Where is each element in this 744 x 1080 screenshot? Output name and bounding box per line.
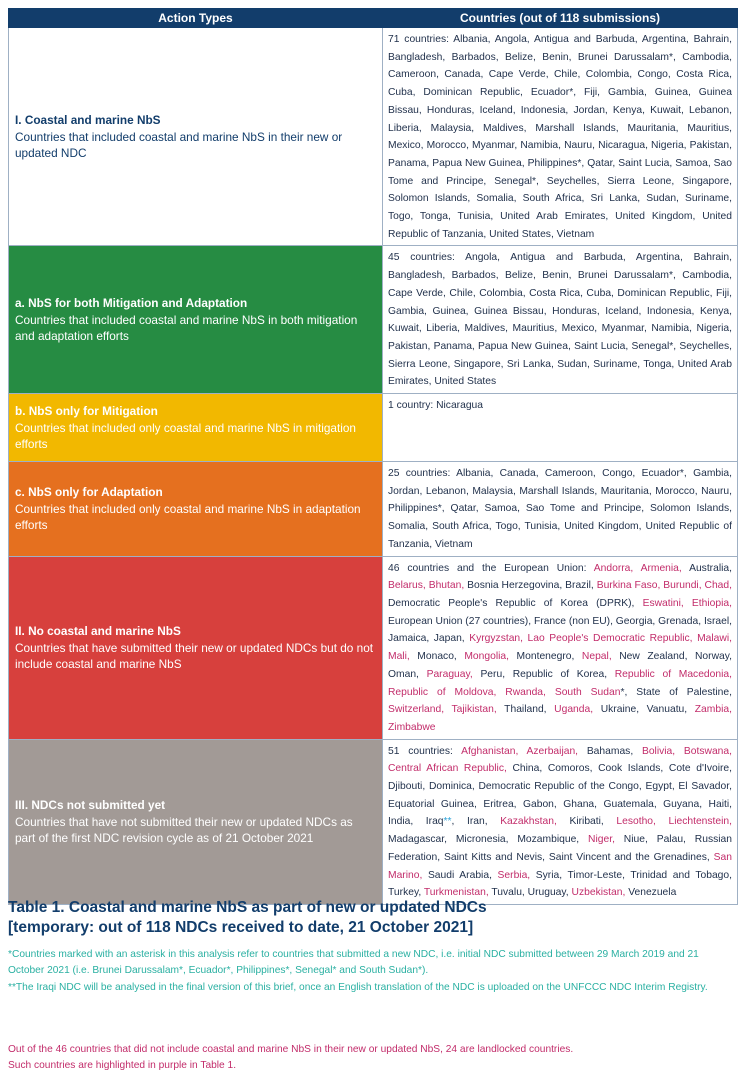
row-no-coastal-marine-nbs <box>9 556 738 739</box>
double-asterisk-note: **The Iraqi NDC will be analysed in the final version of this brief, once an English translation of the NDC is uploaded on the UNFCCC NDC Interim Registry. <box>8 981 708 993</box>
action-type-description: Countries that have submitted their new or updated NDCs but do not include coastal and marine NbS <box>15 641 374 672</box>
action-type-cell <box>9 462 383 557</box>
landlocked-country-text: San Marino, <box>388 851 732 881</box>
action-type-description: Countries that included coastal and marine NbS in both mitigation and adaptation efforts <box>15 313 358 344</box>
country-text: 71 countries: Albania, Angola, Antigua and Barbuda, Argentina, Bahrain, Bangladesh, Barbados, Belize, Benin, Brunei Darussalam*, Cambodia, Cameroon, Canada, Cape Verde, Chile, Colombia, Congo, Costa Rica, Cuba, Dominican Republic, Ecuador*, Fiji, Gambia, Guinea, Guinea Bissau, Honduras, Iceland, Indonesia, Jordan, Kenya, Kuwait, Lebanon, Liberia, Malaysia, Maldives, Marshall Islands, Mauritania, Mauritius, Mexico, Morocco, Myanmar, Namibia, Nauru, Nicaragua, Nigeria, Pakistan, Panama, Papua New Guinea, Philippines*, Qatar, Saint Lucia, Samoa, Sao Tome and Principe, Senegal*, Seychelles, Sierra Leone, Singapore, Solomon Islands, Somalia, South Africa, Sri Lanka, Sudan, Suriname, Togo, Tonga, Tunisia, United Arab Emirates, United Kingdom, United Republic of Tanzania, United States, Vietnam <box>388 34 732 240</box>
asterisk-note: *Countries marked with an asterisk in this analysis refer to countries that submitted a new NDC, i.e. initial NDC submitted between 29 March 2019 and 21 October 2021 (i.e. Brunei Darussalam*, Ecuador*, Philippines*, Senegal* and South Sudan*). <box>8 949 699 977</box>
action-type-title: b. NbS only for Mitigation <box>15 404 158 419</box>
landlocked-country-text: Paraguay, <box>426 668 473 680</box>
countries-cell <box>383 462 738 557</box>
country-text: Democratic People's Republic of Korea (DPRK), <box>388 597 643 609</box>
action-type-title: c. NbS only for Adaptation <box>15 485 163 500</box>
row-ndcs-not-submitted <box>9 739 738 904</box>
nbs-table <box>8 8 738 905</box>
country-text: Kiribati, <box>556 816 617 828</box>
landlocked-country-text: Uganda, <box>554 704 594 716</box>
row-mitigation-and-adaptation <box>9 246 738 394</box>
country-text: Peru, Republic of Korea, <box>472 668 615 680</box>
landlocked-country-text: Burkina Faso, Burundi, Chad, <box>596 580 732 592</box>
countries-cell <box>383 28 738 246</box>
landlocked-country-text: Turkmenistan, <box>423 887 489 899</box>
action-type-cell <box>9 394 383 462</box>
country-text: Madagascar, Micronesia, Mozambique, <box>388 834 589 846</box>
footnotes <box>8 947 737 996</box>
country-text: 45 countries: Angola, Antigua and Barbuda, Argentina, Bahrain, Bangladesh, Barbados, Belize, Benin, Brunei Darussalam*, Cambodia, Cape Verde, Chile, Colombia, Costa Rica, Cuba, Dominican Republic, Fiji, Gambia, Guinea, Guinea Bissau, Honduras, Iceland, Indonesia, Kenya, Kuwait, Liberia, Maldives, Mauritius, Mexico, Myanmar, Namibia, Nigeria, Pakistan, Panama, Papua New Guinea, Saint Lucia, Senegal*, Seychelles, Sierra Leone, Singapore, Sri Lanka, Sudan, Suriname, Tonga, United Arab Emirates, United States <box>388 252 732 388</box>
country-text: Bosnia Herzegovina, Brazil, <box>464 580 597 592</box>
row-coastal-marine-nbs <box>9 28 738 246</box>
action-type-title: a. NbS for both Mitigation and Adaptation <box>15 296 248 311</box>
landlocked-country-text: Nepal, <box>581 651 612 663</box>
header-action-types: Action Types <box>9 9 383 28</box>
country-text: Tuvalu, Uruguay, <box>488 887 572 899</box>
landlocked-country-text: Belarus, Bhutan, <box>388 580 465 592</box>
landlocked-country-text: Afghanistan, Azerbaijan, <box>461 745 579 757</box>
landlocked-country-text: Serbia, <box>497 869 531 881</box>
landlocked-country-text: Andorra, Armenia, <box>593 562 682 574</box>
landlocked-country-text: Zambia, Zimbabwe <box>388 704 732 733</box>
country-text: China, Comoros, Cook Islands, Cote d'Ivoire, Djibouti, Dominica, Democratic Republic of the Congo, Egypt, El Savador, Equatorial Guinea, Eritrea, Gabon, Ghana, Guatemala, Guyana, Haiti, India, Iraq <box>388 763 732 828</box>
landlocked-country-text: Uzbekistan, <box>571 887 626 899</box>
action-type-cell <box>9 246 383 394</box>
caption-line-2: [temporary: out of 118 NDCs received to date, 21 October 2021] <box>8 919 474 936</box>
country-text: Bahamas, <box>578 745 642 757</box>
landlocked-country-text: Niger, <box>588 834 615 846</box>
landlocked-country-text: Lesotho, Liechtenstein, <box>616 816 733 828</box>
landlocked-country-text: Bolivia, Botswana, Central African Republic, <box>388 745 732 775</box>
countries-cell <box>383 246 738 394</box>
action-type-title: II. No coastal and marine NbS <box>15 624 181 639</box>
landlocked-country-text: Kazakhstan, <box>500 816 557 828</box>
country-text: 25 countries: Albania, Canada, Cameroon, Congo, Ecuador*, Gambia, Jordan, Lebanon, Malaysia, Marshall Islands, Mauritania, Morocco, Nauru, Philippines*, Qatar, Samoa, Sao Tome and Principe, Solomon Islands, Somalia, South Africa, Togo, Tunisia, United Kingdom, United Republic of Tanzania, Vietnam <box>388 468 732 550</box>
table-caption <box>8 898 737 938</box>
country-text: Saudi Arabia, <box>422 869 498 881</box>
header-countries: Countries (out of 118 submissions) <box>383 9 738 28</box>
table-header-row <box>9 9 738 28</box>
action-type-cell <box>9 556 383 739</box>
row-mitigation-only <box>9 394 738 462</box>
country-text: *, State of Palestine, <box>620 686 732 698</box>
country-text: Venezuela <box>625 887 677 899</box>
country-text: Syria, Timor-Leste, Trinidad and Tobago, Turkey, <box>388 869 732 899</box>
country-text: 46 countries and the European Union: <box>388 562 594 574</box>
action-type-description: Countries that included only coastal and marine NbS in adaptation efforts <box>15 502 361 533</box>
action-type-cell <box>9 28 383 246</box>
footnote-marker: ** <box>443 816 452 828</box>
country-text: New Zealand, Norway, Oman, <box>388 651 732 680</box>
action-type-title: III. NDCs not submitted yet <box>15 798 166 813</box>
landlocked-country-text: Eswatini, Ethiopia, <box>642 597 732 609</box>
landlocked-country-text: Kyrgyzstan, Lao People's Democratic Republic, Malawi, Mali, <box>388 633 732 663</box>
action-type-description: Countries that have not submitted their new or updated NDCs as part of the first NDC revision cycle as of 21 October 2021 <box>15 815 353 846</box>
country-text: , Iran, <box>451 816 501 828</box>
country-text: Ukraine, Vanuatu, <box>593 704 695 716</box>
countries-cell <box>383 556 738 739</box>
row-adaptation-only <box>9 462 738 557</box>
country-text: Montenegro, <box>509 651 582 663</box>
landlocked-note <box>8 1042 737 1075</box>
landlocked-country-text: Republic of Macedonia, Republic of Moldova, Rwanda, South Sudan <box>388 668 732 698</box>
landlocked-note-line-2: Such countries are highlighted in purple in Table 1. <box>8 1060 237 1072</box>
landlocked-country-text: Switzerland, Tajikistan, <box>388 704 497 716</box>
country-text: 1 country: Nicaragua <box>388 400 484 412</box>
country-text: Niue, Palau, Russian Federation, Saint Kitts and Nevis, Saint Vincent and the Grenadines, <box>388 834 732 863</box>
country-text: Australia, <box>681 562 732 574</box>
landlocked-country-text: Mongolia, <box>464 651 509 663</box>
landlocked-note-line-1: Out of the 46 countries that did not include coastal and marine NbS in their new or updated NbS, 24 are landlocked countries. <box>8 1044 574 1055</box>
action-type-description: Countries that included coastal and marine NbS in their new or updated NDC <box>15 130 343 161</box>
action-type-title: I. Coastal and marine NbS <box>15 113 161 128</box>
country-text: 51 countries: <box>388 745 462 757</box>
action-type-cell <box>9 739 383 904</box>
caption-line-1: Table 1. Coastal and marine NbS as part of new or updated NDCs <box>8 899 487 916</box>
country-text: European Union (27 countries), France (non EU), Georgia, Grenada, Israel, Jamaica, Japan, <box>388 615 732 645</box>
action-type-description: Countries that included only coastal and marine NbS in mitigation efforts <box>15 421 356 452</box>
country-text: Thailand, <box>496 704 555 716</box>
countries-cell <box>383 739 738 904</box>
country-text: Monaco, <box>409 651 465 663</box>
countries-cell <box>383 394 738 462</box>
